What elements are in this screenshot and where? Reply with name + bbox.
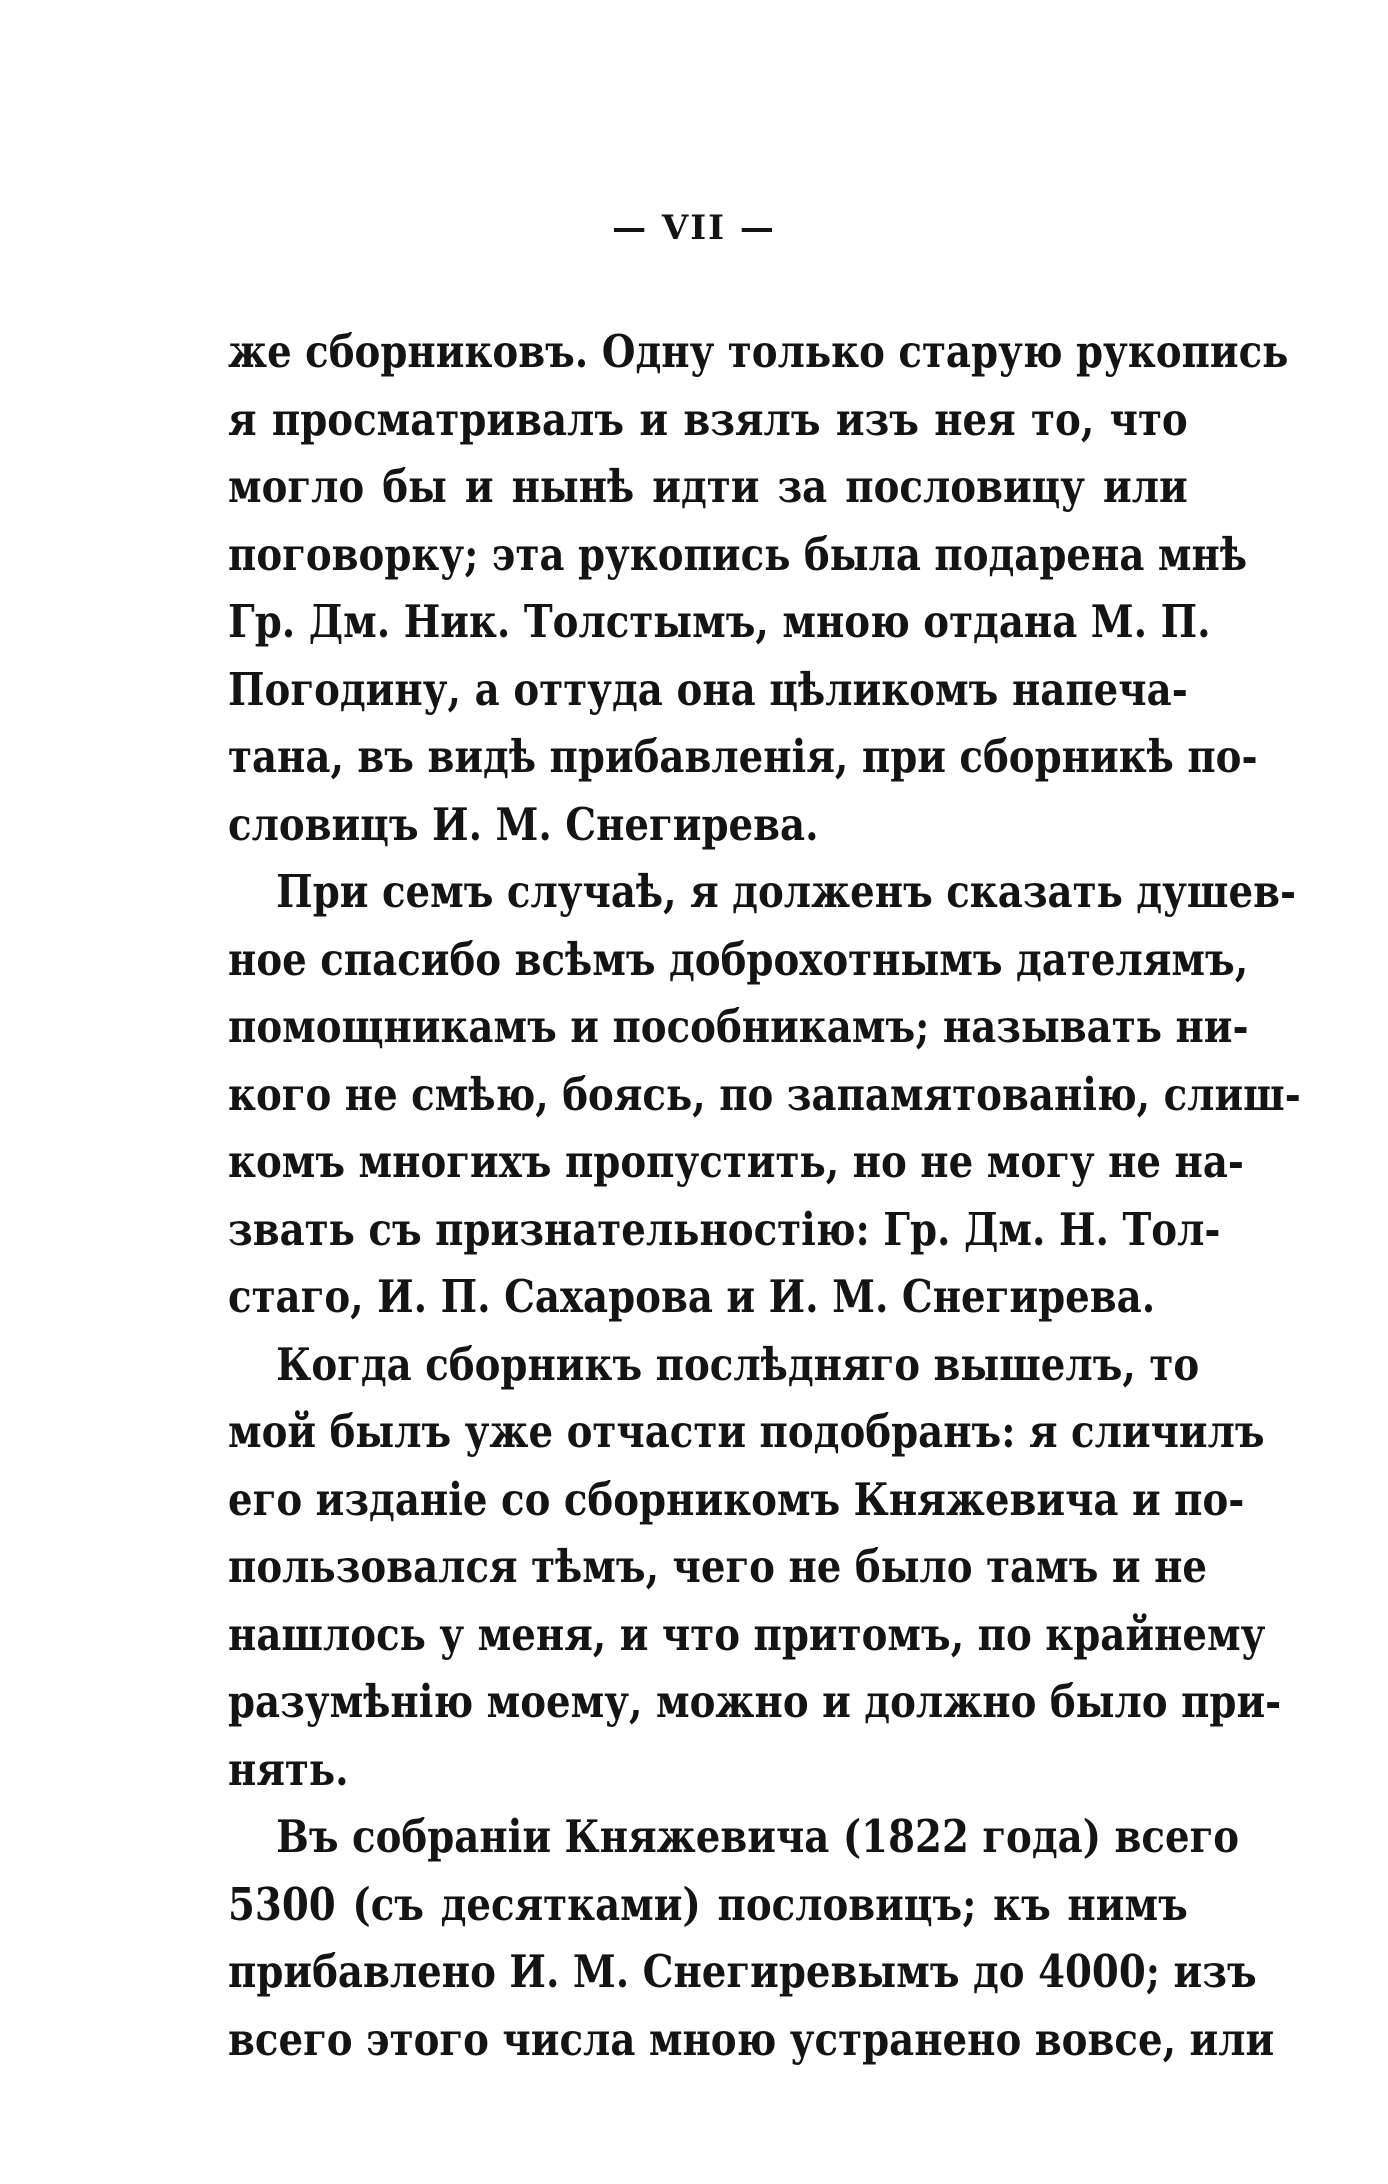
text-line: комъ многихъ пропустить, но не могу не на- bbox=[228, 1135, 1244, 1188]
text-line: ное спасибо всѣмъ доброхотнымъ дателямъ, bbox=[228, 932, 1249, 986]
paragraph bbox=[228, 318, 1289, 858]
text-line: словицъ И. М. Снегирева. bbox=[228, 797, 819, 851]
paragraph bbox=[228, 1331, 1282, 1804]
text-line: нять. bbox=[228, 1742, 349, 1796]
body-text bbox=[228, 318, 1301, 2073]
text-line: Въ собраніи Княжевича (1822 года) всего bbox=[276, 1810, 1240, 1863]
text-line: стаго, И. П. Сахарова и И. М. Снегирева. bbox=[228, 1270, 1156, 1323]
text-line: нашлось у меня, и что притомъ, по крайнему bbox=[228, 1607, 1266, 1661]
text-line: Погодину, а оттуда она цѣликомъ напеча- bbox=[228, 662, 1188, 716]
text-line: поговорку; эта рукопись была подарена мнѣ bbox=[228, 527, 1248, 581]
text-line: всего этого числа мною устранено вовсе, или bbox=[228, 2012, 1275, 2066]
page-number: — VII — bbox=[612, 208, 776, 248]
text-line: пользовался тѣмъ, чего не было тамъ и не bbox=[228, 1540, 1208, 1593]
text-line: тана, въ видѣ прибавленія, при сборникѣ по- bbox=[228, 730, 1258, 783]
text-line: мой былъ уже отчасти подобранъ: я сличилъ bbox=[228, 1405, 1265, 1458]
text-line: я просматривалъ и взялъ изъ нея то, что bbox=[228, 392, 1188, 446]
text-line: Гр. Дм. Ник. Толстымъ, мною отдана М. П. bbox=[228, 595, 1211, 648]
paragraph bbox=[228, 858, 1301, 1331]
text-line: могло бы и нынѣ идти за пословицу или bbox=[228, 460, 1188, 513]
text-line: прибавлено И. М. Снегиревымъ до 4000; изъ bbox=[228, 1945, 1257, 1998]
text-line: же сборниковъ. Одну только старую рукопись bbox=[228, 325, 1289, 378]
text-line: При семъ случаѣ, я долженъ сказать душев- bbox=[276, 865, 1297, 918]
text-line: помощникамъ и пособникамъ; называть ни- bbox=[228, 1000, 1249, 1053]
paragraph bbox=[228, 1803, 1275, 2073]
text-line: Когда сборникъ послѣдняго вышелъ, то bbox=[276, 1337, 1200, 1391]
text-line: разумѣнію моему, можно и должно было при- bbox=[228, 1675, 1282, 1728]
text-line: его изданіе со сборникомъ Княжевича и по- bbox=[228, 1472, 1245, 1526]
text-line: звать съ признательностію: Гр. Дм. Н. Тол- bbox=[228, 1202, 1221, 1256]
text-line: кого не смѣю, боясь, по запамятованію, слиш- bbox=[228, 1067, 1301, 1121]
text-line: 5300 (съ десятками) пословицъ; къ нимъ bbox=[228, 1877, 1188, 1931]
